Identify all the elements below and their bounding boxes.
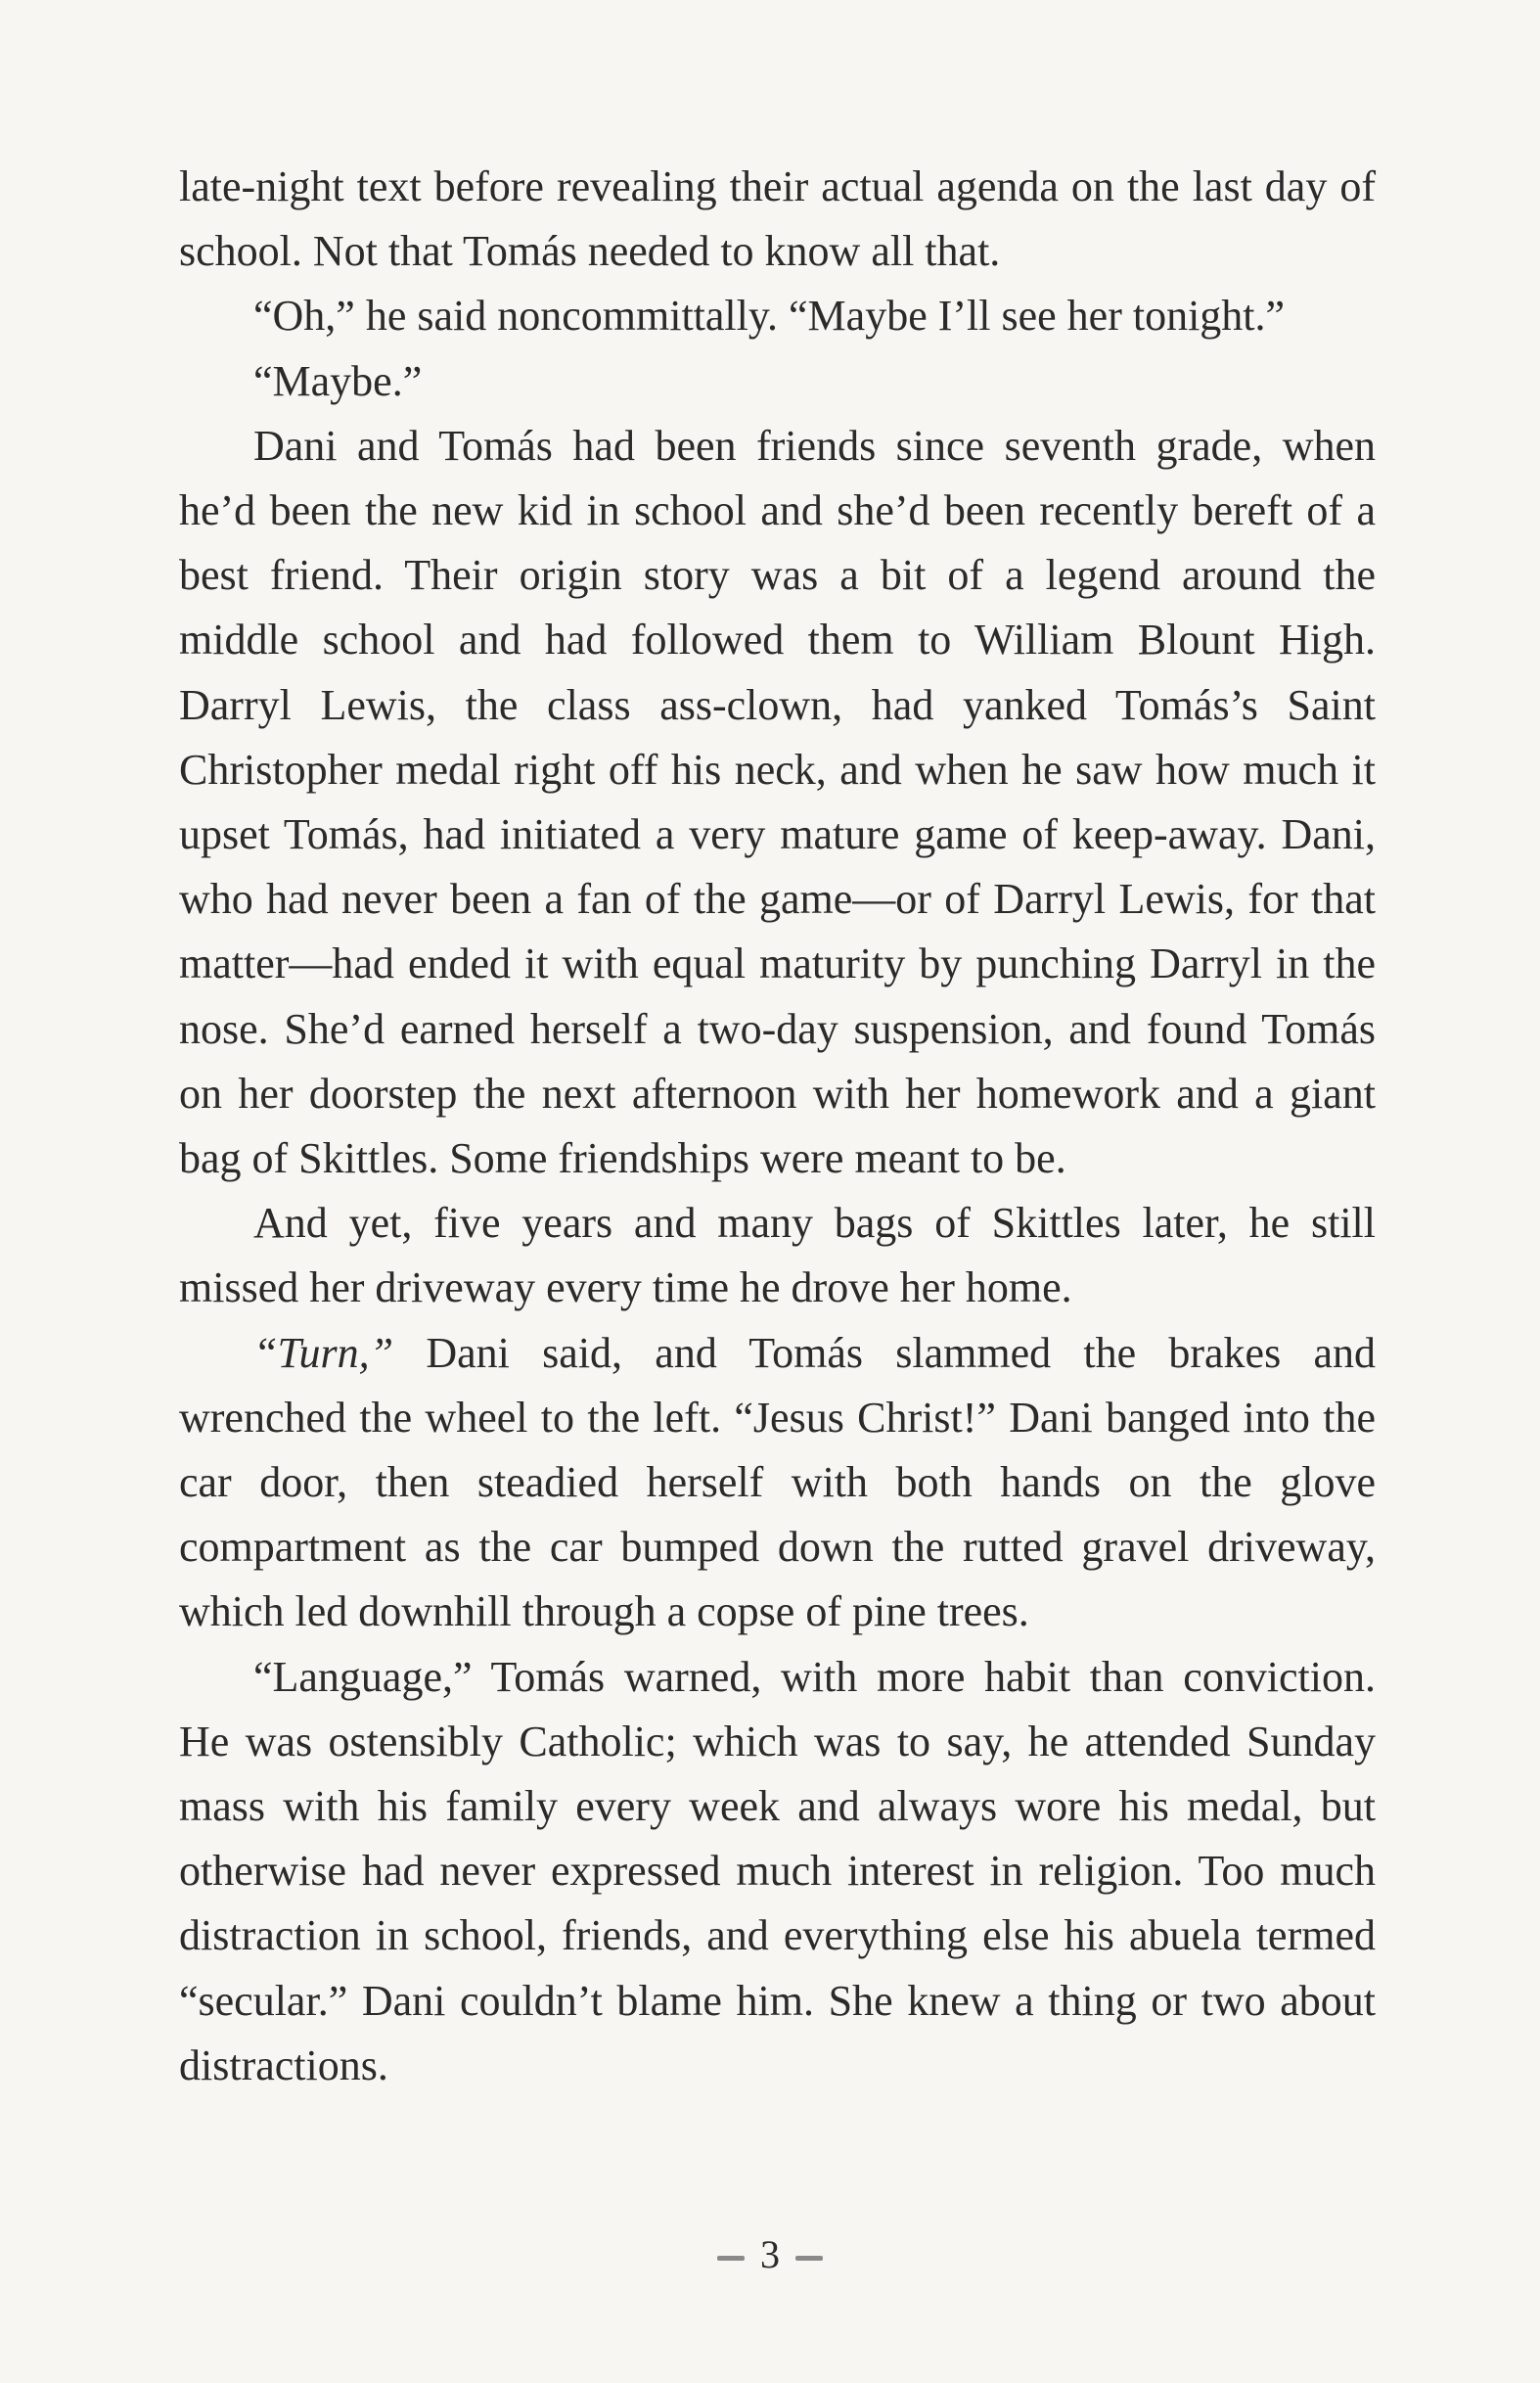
paragraph-text: And yet, five years and many bags of Skittles later, he still missed her driveway every time he drove her home. [179, 1199, 1376, 1312]
paragraph-text: “Language,” Tomás warned, with more habit than conviction. He was ostensibly Catholic; which was to say, he attended Sunday mass with his family every week and always wore his medal, but otherwise had never expressed much interest in religion. Too much distraction in school, friends, and everything else his abuela termed “secular.” Dani couldn’t blame him. She knew a thing or two about distractions. [179, 1652, 1376, 2089]
paragraph [179, 1645, 1376, 2098]
paragraph [179, 1191, 1376, 1320]
paragraph-text: Dani said, and Tomás slammed the brakes and wrenched the wheel to the left. “Jesus Christ!” Dani banged into the car door, then steadied herself with both hands on the glove compartment as the car bumped down the rutted gravel driveway, which led downhill through a copse of pine trees. [179, 1328, 1376, 1636]
page-number: 3 [760, 2232, 780, 2276]
italic-text: “Turn,” [253, 1328, 394, 1377]
paragraph-text: Dani and Tomás had been friends since seventh grade, when he’d been the new kid in school and she’d been recently bereft of a best friend. Their origin story was a bit of a legend around the middle school and had followed them to William Blount High. Darryl Lewis, the class ass-clown, had yanked Tomás’s Saint Christopher medal right off his neck, and when he saw how much it upset Tomás, had initiated a very mature game of keep-away. Dani, who had never been a fan of the game—or of Darryl Lewis, for that matter—had ended it with equal maturity by punching Darryl in the nose. She’d earned herself a two-day suspension, and found Tomás on her doorstep the next afternoon with her homework and a giant bag of Skittles. Some friendships were meant to be. [179, 421, 1376, 1183]
paragraph [179, 155, 1376, 284]
body-text [179, 155, 1376, 2098]
page-folio [0, 2231, 1540, 2277]
folio-ornament-left [717, 2256, 745, 2261]
paragraph-text: “Oh,” he said noncommittally. “Maybe I’ll see her tonight.” [253, 292, 1286, 341]
folio-ornament-right [795, 2256, 823, 2261]
paragraph-text: “Maybe.” [253, 356, 423, 405]
paragraph [179, 349, 1376, 414]
paragraph-text: late-night text before revealing their actual agenda on the last day of school. Not that Tomás needed to know all that. [179, 162, 1376, 276]
paragraph [179, 284, 1376, 348]
paragraph [179, 414, 1376, 1191]
paragraph [179, 1321, 1376, 1645]
